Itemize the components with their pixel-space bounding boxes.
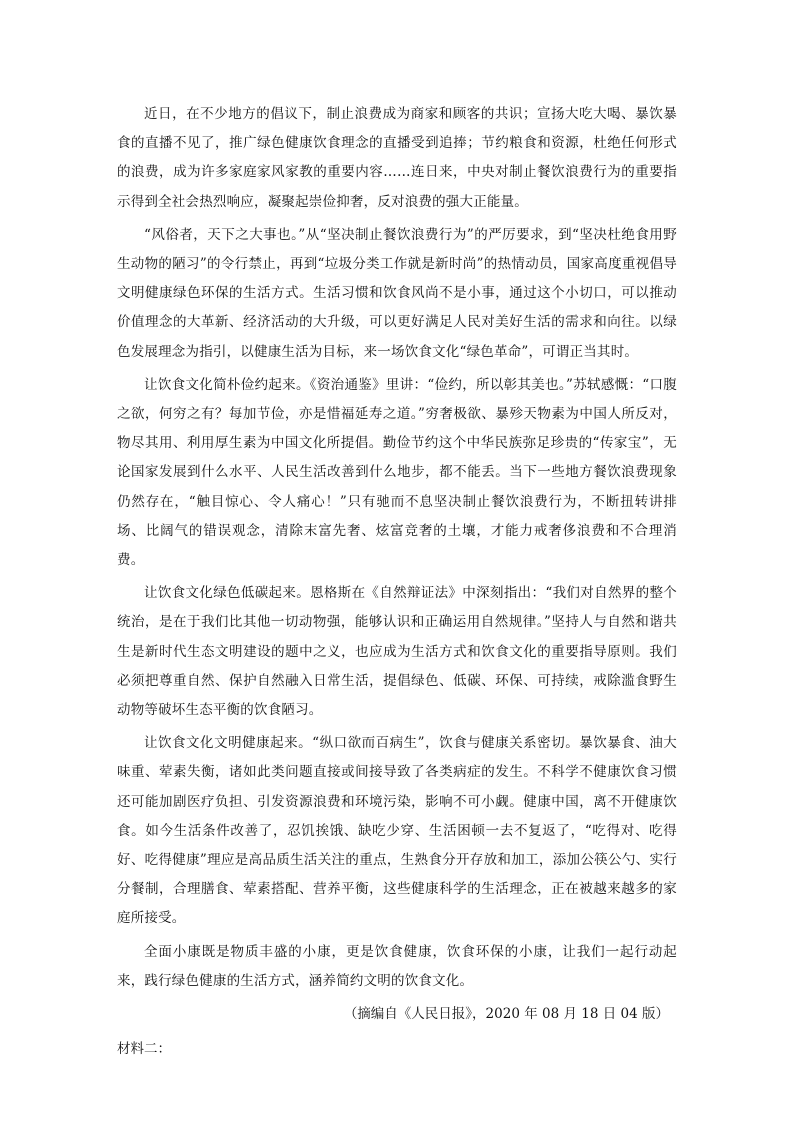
paragraph-1: 近日，在不少地方的倡议下，制止浪费成为商家和顾客的共识；宣扬大吃大喝、暴饮暴食的直播不见了，推广绿色健康饮食理念的直播受到追捧；节约粮食和资源，杜绝任何形式的浪费，成为许多家庭家风家教的重要内容……连日来，中央对制止餐饮浪费行为的重要指示得到全社会热烈响应，凝聚起崇俭抑奢，反对浪费的强大正能量。 (117, 106, 677, 210)
paragraph-4: 让饮食文化绿色低碳起来。恩格斯在《自然辩证法》中深刻指出：“我们对自然界的整个统治，是在于我们比其他一切动物强，能够认识和正确运用自然规律。”坚持人与自然和谐共生是新时代生态文明建设的题中之义，也应成为生活方式和饮食文化的重要指导原则。我们必须把尊重自然、保护自然融入日常生活，提倡绿色、低碳、环保、可持续，戒除滥食野生动物等破坏生态平衡的饮食陋习。 (117, 585, 677, 719)
paragraph-6: 全面小康既是物质丰盛的小康，更是饮食健康，饮食环保的小康，让我们一起行动起来，践行绿色健康的生活方式，涵养简约文明的饮食文化。 (117, 943, 677, 989)
material-two-label: 材料二： (117, 1041, 171, 1058)
paragraph-3: 让饮食文化简朴俭约起来。《资治通鉴》里讲：“俭约，所以彰其美也。”苏轼感慨：“口腹之欲，何穷之有？每加节俭，亦是惜福延寿之道。”穷奢极欲、暴殄天物素为中国人所反对，物尽其用、利用厚生素为中国文化所提倡。勤俭节约这个中华民族弥足珍贵的“传家宝”，无论国家发展到什么水平、人民生活改善到什么地步，都不能丢。当下一些地方餐饮浪费现象仍然存在，“触目惊心、令人痛心！”只有驰而不息坚决制止餐饮浪费行为，不断扭转讲排场、比阔气的错误观念，清除末富先奢、炫富竞奢的土壤，才能力戒奢侈浪费和不合理消费。 (117, 376, 677, 569)
paragraph-5: 让饮食文化文明健康起来。“纵口欲而百病生”，饮食与健康关系密切。暴饮暴食、油大味重、荤素失衡，诸如此类问题直接或间接导致了各类病症的发生。不科学不健康饮食习惯还可能加剧医疗负担、引发资源浪费和环境污染，影响不可小觑。健康中国，离不开健康饮食。如今生活条件改善了，忍饥挨饿、缺吃少穿、生活困顿一去不复返了，“吃得对、吃得好、吃得健康”理应是高品质生活关注的重点，生熟食分开存放和加工，添加公筷公勺、实行分餐制，合理膳食、荤素搭配、营养平衡，这些健康科学的生活理念，正在被越来越多的家庭所接受。 (117, 735, 677, 927)
paragraph-2: “风俗者，天下之大事也。”从“坚决制止餐饮浪费行为”的严厉要求，到“坚决杜绝食用野生动物的陋习”的令行禁止，再到“垃圾分类工作就是新时尚”的热情动员，国家高度重视倡导文明健康绿色环保的生活方式。生活习惯和饮食风尚不是小事，通过这个小切口，可以推动价值理念的大革新、经济活动的大升级，可以更好满足人民对美好生活的需求和向往。以绿色发展理念为指引，以健康生活为目标，来一场饮食文化“绿色革命”，可谓正当其时。 (117, 226, 677, 360)
source-citation: （摘编自《人民日报》，2020 年 08 月 18 日 04 版） (343, 1006, 669, 1023)
article-body (117, 100, 677, 1065)
